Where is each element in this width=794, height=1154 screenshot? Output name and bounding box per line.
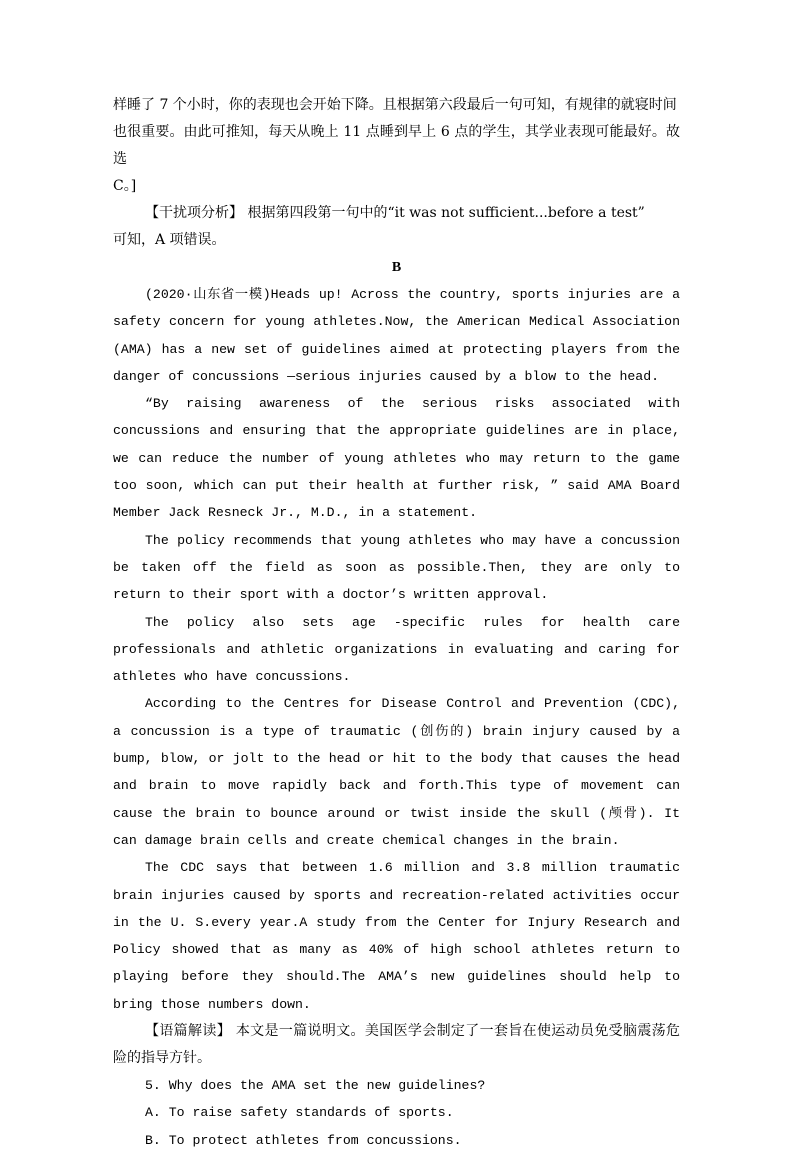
- passage-paragraph-4: The policy also sets age -specific rules for health care professionals and athletic organizations in evaluating and caring for athletes who have concussions.: [113, 614, 680, 685]
- passage-paragraph-1: (2020·山东省一模)Heads up! Across the country, sports injuries are a safety concern for young athletes.Now, the American Medical Association (AMA) has a new set of guidelines aimed at protecting players from the danger of concussions —serious injuries caused by a blow to the head.: [113, 287, 680, 384]
- reading-note-tag: 【语篇解读】: [145, 1023, 232, 1040]
- distractor-analysis-tag: 【干扰项分析】: [145, 205, 243, 221]
- passage-paragraph-3: The policy recommends that young athletes who may have a concussion be taken off the field as soon as possible.Then, they are only to return to their sport with a doctor’s written approval.: [113, 532, 680, 603]
- distractor-analysis-text: 根据第四段第一句中的“it was not sufficient...before a test”: [247, 205, 645, 221]
- explanation-line-1: 样睡了 7 个小时，你的表现也会开始下降。且根据第六段最后一句可知，有规律的就寝时间: [113, 97, 677, 113]
- question-option-a: A. To raise safety standards of sports.: [145, 1105, 454, 1121]
- document-page: [113, 92, 680, 1154]
- section-label: B: [391, 260, 402, 275]
- distractor-analysis-cont: 可知，A 项错误。: [113, 232, 226, 248]
- distractor-analysis: [113, 200, 680, 227]
- question-option-b: B. To protect athletes from concussions.: [145, 1132, 462, 1148]
- reading-note-text: 本文是一篇说明文。美国医学会制定了一套旨在使运动员免受脑震荡危险的指导方针。: [113, 1023, 681, 1067]
- explanation-line-2: 也很重要。由此可推知，每天从晚上 11 点睡到早上 6 点的学生，其学业表现可能最好。故选: [113, 124, 680, 167]
- passage-paragraph-5: According to the Centres for Disease Control and Prevention (CDC), a concussion is a type of traumatic (创伤的) brain injury caused by a bump, blow, or jolt to the head or hit to the body that causes the head and brain to move rapidly back and forth.This type of movement can cause the brain to bounce around or twist inside the skull (颅骨). It can damage brain cells and create chemical changes in the brain.: [113, 696, 680, 848]
- question-stem: 5. Why does the AMA set the new guidelines?: [145, 1078, 486, 1094]
- passage-paragraph-6: The CDC says that between 1.6 million and 3.8 million traumatic brain injuries caused by sports and recreation-related activities occur in the U. S.every year.A study from the Center for Injury Research and Policy showed that as many as 40% of high school athletes return to playing before they should.The AMA’s new guidelines should help to bring those numbers down.: [113, 860, 680, 1012]
- reading-note: [113, 1018, 680, 1072]
- explanation-line-3: C。]: [113, 178, 137, 194]
- passage-paragraph-2: “By raising awareness of the serious risks associated with concussions and ensuring that the appropriate guidelines are in place, we can reduce the number of young athletes who may return to the game too soon, which can put their health at further risk, ” said AMA Board Member Jack Resneck Jr., M.D., in a statement.: [113, 396, 680, 521]
